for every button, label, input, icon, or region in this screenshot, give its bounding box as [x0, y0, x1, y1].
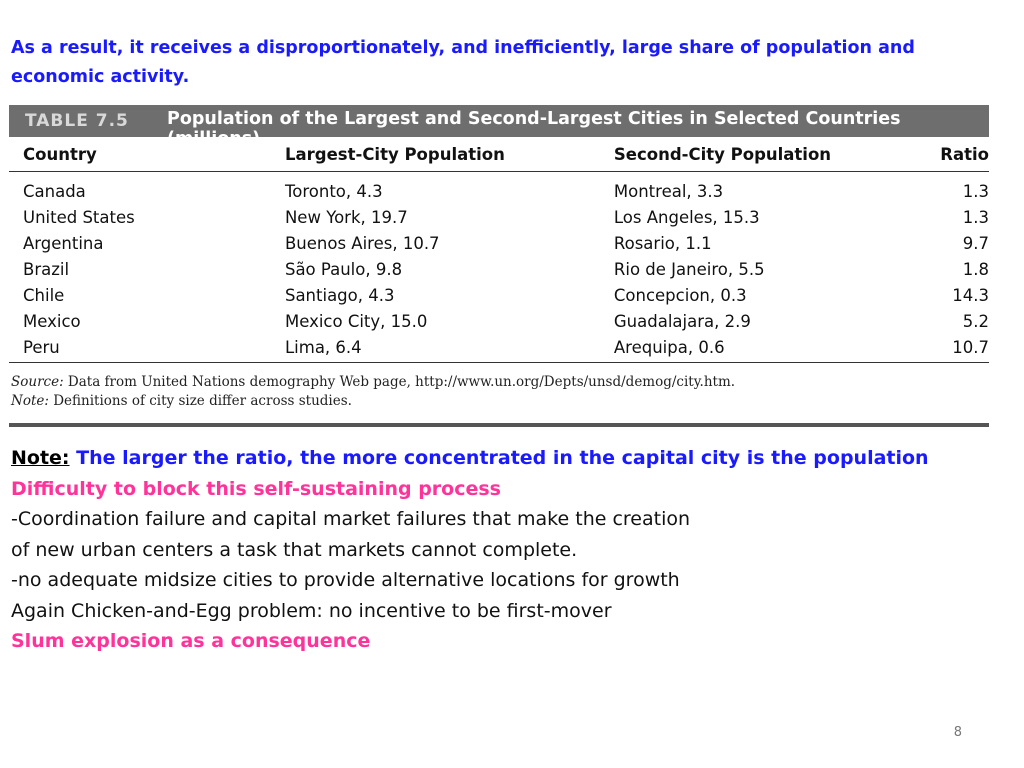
cell-second: Los Angeles, 15.3 — [613, 207, 760, 227]
table-number: TABLE 7.5 — [25, 111, 129, 131]
source-label: Source: — [11, 374, 64, 390]
col-header-country: Country — [9, 145, 285, 172]
col-header-second: Second-City Population — [614, 145, 910, 172]
col-header-ratio: Ratio — [910, 145, 989, 172]
table-note — [11, 392, 735, 411]
cell-ratio: 14.3 — [952, 285, 989, 305]
table-row — [9, 204, 989, 230]
cell-second: Rio de Janeiro, 5.5 — [613, 259, 765, 279]
cell-ratio: 10.7 — [910, 334, 989, 363]
coordination-line-1: -Coordination failure and capital market failures that make the creation — [11, 508, 691, 530]
col-header-largest: Largest-City Population — [285, 145, 614, 172]
page-number: 8 — [953, 725, 962, 740]
cell-second: Arequipa, 0.6 — [614, 334, 910, 363]
cell-ratio: 5.2 — [962, 311, 989, 331]
cell-largest: Lima, 6.4 — [285, 334, 614, 363]
table-row — [9, 172, 989, 205]
table-row — [9, 334, 989, 363]
cell-largest: Santiago, 4.3 — [284, 285, 395, 305]
table-title: Population of the Largest and Second-Largest Cities in Selected Countries (millions) — [167, 109, 901, 149]
cell-second: Concepcion, 0.3 — [613, 285, 747, 305]
table-note-text: Definitions of city size differ across studies. — [53, 393, 352, 409]
midsize-line: -no adequate midsize cities to provide alternative locations for growth — [11, 569, 680, 591]
cell-ratio: 1.3 — [962, 181, 989, 201]
cell-largest: Buenos Aires, 10.7 — [284, 233, 440, 253]
cell-largest: Toronto, 4.3 — [284, 181, 383, 201]
table-row — [9, 230, 989, 256]
cell-country: United States — [23, 207, 135, 227]
chicken-egg-line: Again Chicken-and-Egg problem: no incentive to be first-mover — [11, 599, 612, 622]
cell-ratio: 1.8 — [962, 259, 989, 279]
note-line — [11, 443, 1011, 474]
table-source — [11, 373, 735, 392]
table-row — [9, 282, 989, 308]
population-table — [9, 105, 989, 430]
cell-second: Rosario, 1.1 — [613, 233, 712, 253]
cell-country: Argentina — [23, 233, 104, 253]
cell-ratio: 1.3 — [962, 207, 989, 227]
coordination-line-2: of new urban centers a task that markets cannot complete. — [11, 538, 578, 561]
note-label: Note: — [11, 447, 70, 469]
table-bottom-rule — [9, 423, 989, 427]
cell-second: Guadalajara, 2.9 — [613, 311, 751, 331]
slum-heading: Slum explosion as a consequence — [11, 630, 371, 652]
cell-country: Peru — [9, 334, 285, 363]
note-text: The larger the ratio, the more concentrated in the capital city is the population — [69, 447, 929, 469]
table-footnotes — [11, 373, 735, 411]
cell-country: Chile — [23, 285, 65, 305]
table-note-label: Note: — [11, 393, 49, 409]
cell-country: Mexico — [23, 311, 81, 331]
cell-ratio: 9.7 — [962, 233, 989, 253]
body-text — [11, 443, 1011, 657]
cell-country: Brazil — [23, 259, 70, 279]
table-row — [9, 308, 989, 334]
difficulty-heading: Difficulty to block this self-sustaining process — [11, 477, 501, 500]
table-row — [9, 256, 989, 282]
source-text: Data from United Nations demography Web page, http://www.un.org/Depts/unsd/demog/city.htm. — [67, 374, 736, 390]
cell-second: Montreal, 3.3 — [613, 181, 724, 201]
cell-largest: São Paulo, 9.8 — [284, 259, 403, 279]
cell-largest: New York, 19.7 — [284, 207, 408, 227]
table-header-bar — [9, 105, 989, 149]
cell-country: Canada — [23, 181, 86, 201]
intro-text: As a result, it receives a disproportionately, and inefficiently, large share of population and economic activity. — [11, 38, 915, 87]
cell-largest: Mexico City, 15.0 — [284, 311, 428, 331]
table-header-row — [9, 145, 989, 172]
table-grid — [9, 145, 989, 363]
